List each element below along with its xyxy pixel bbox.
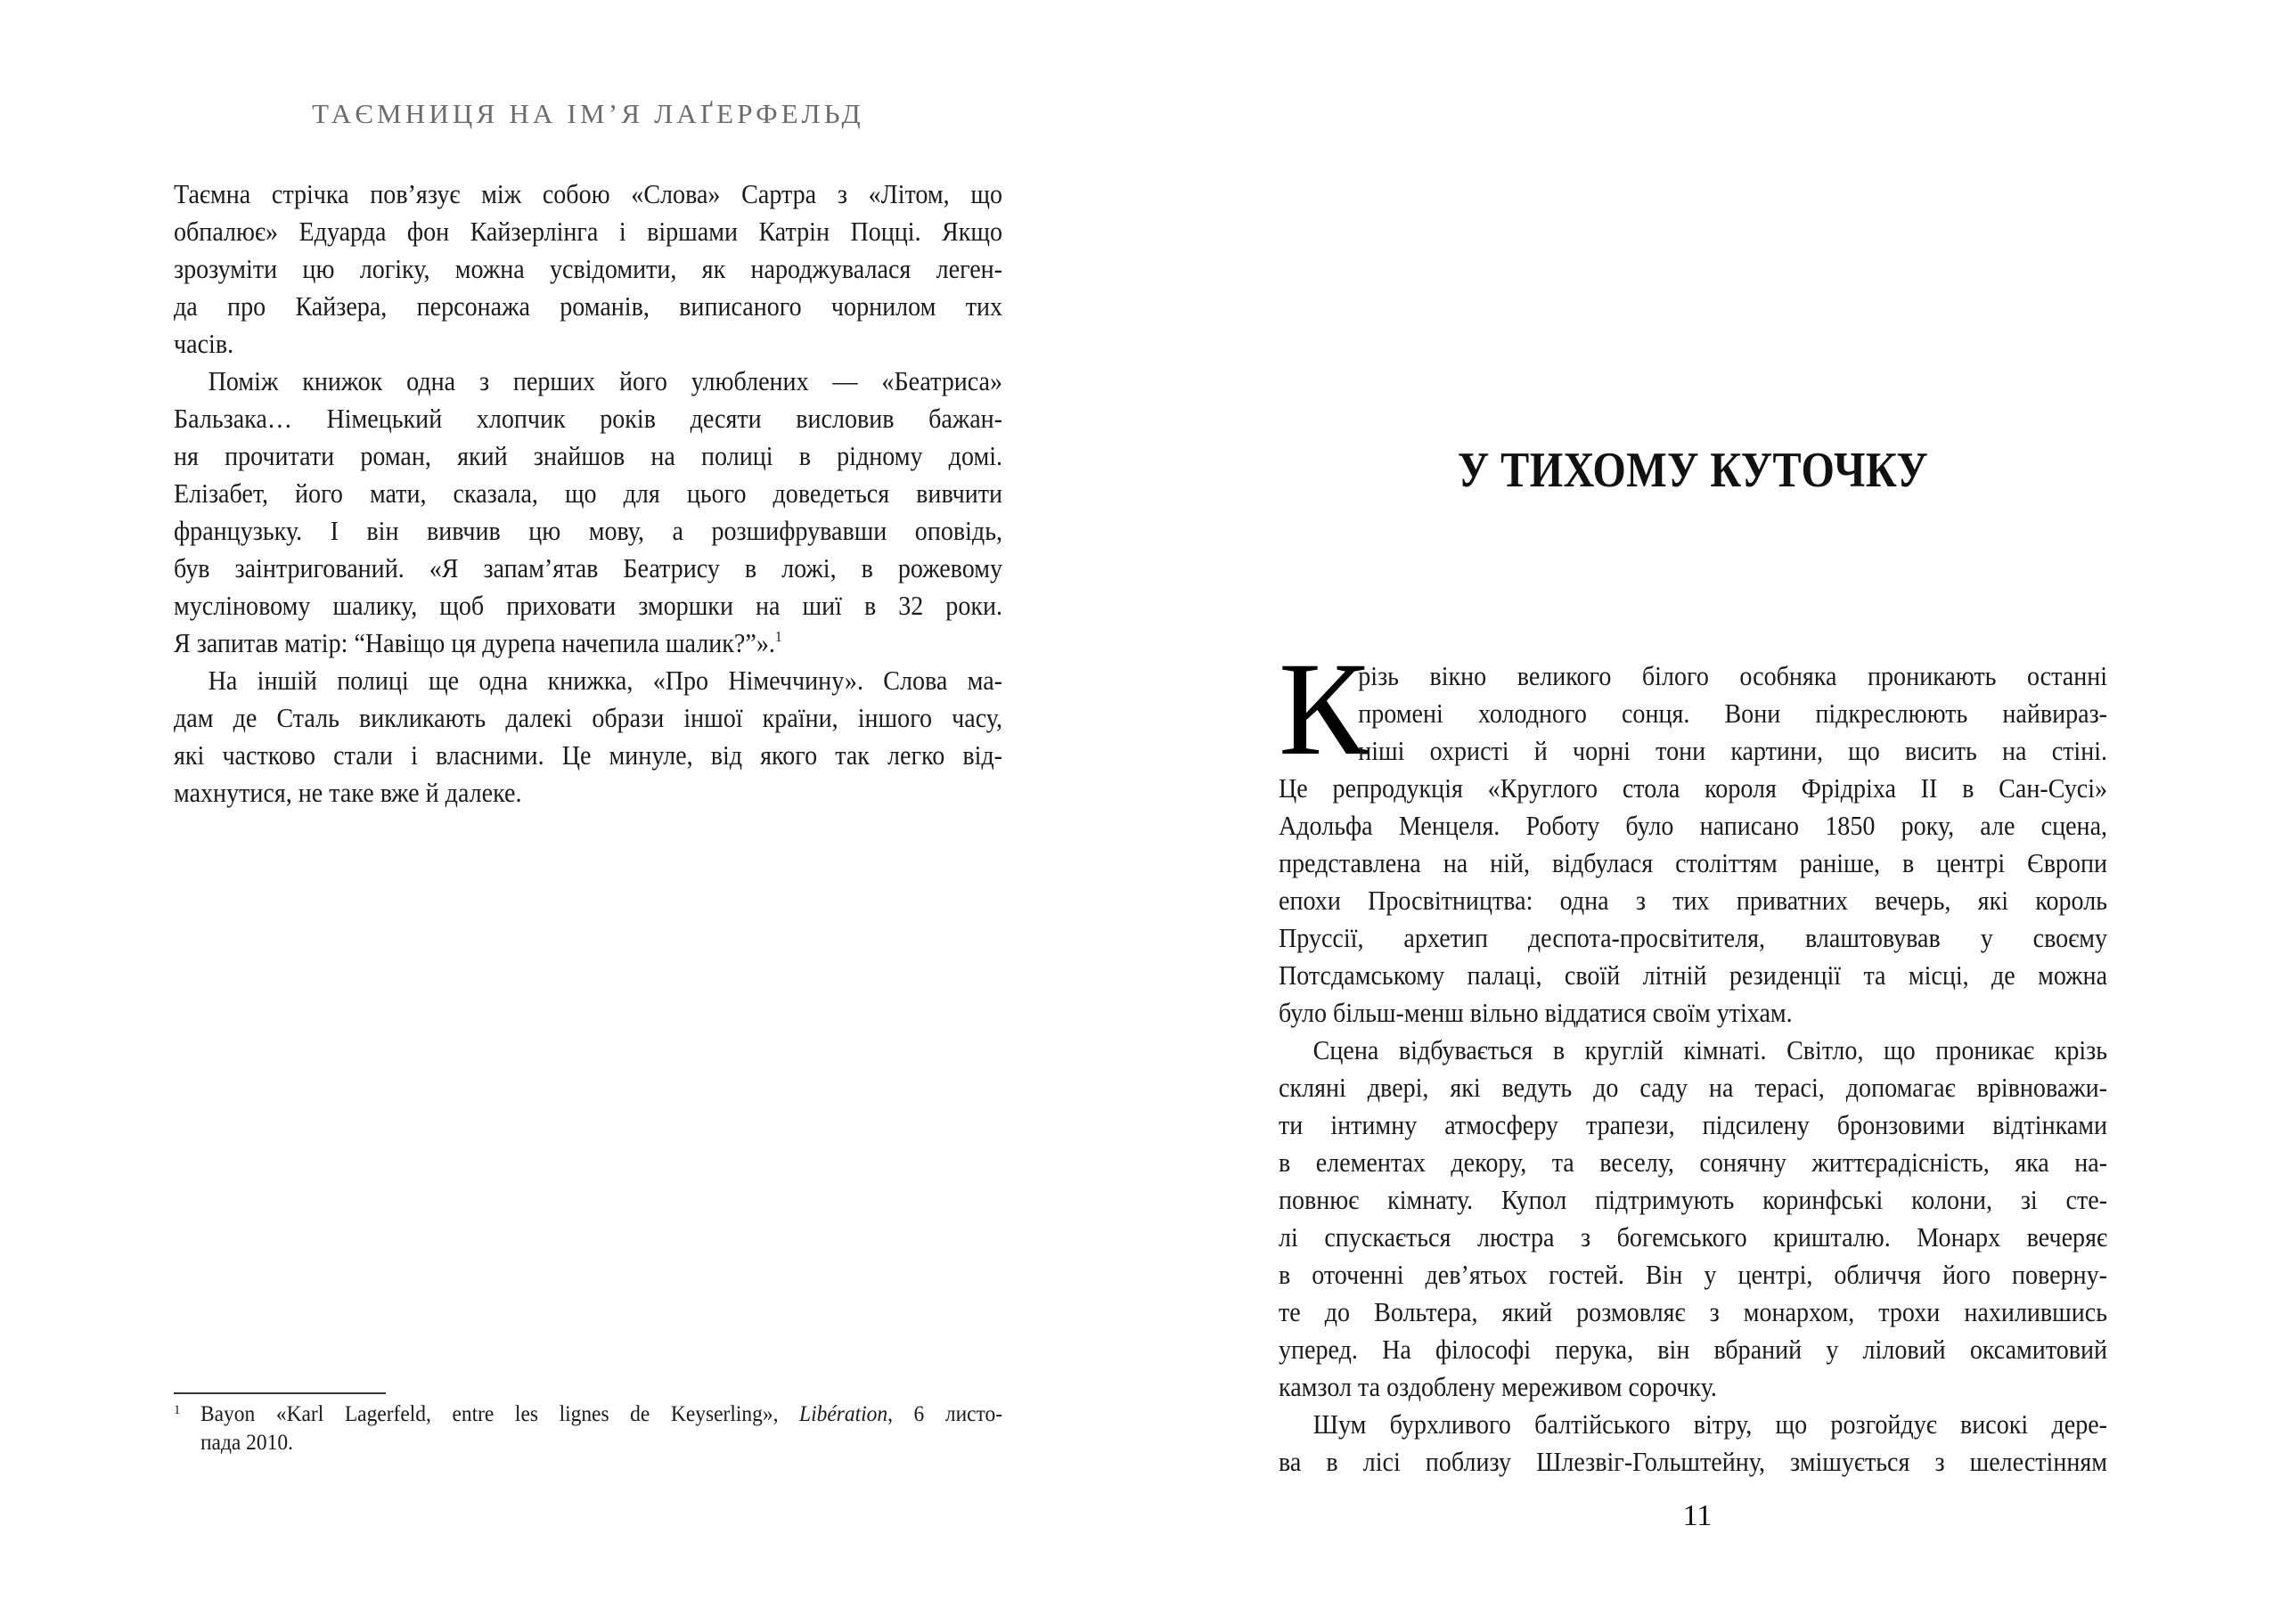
text-line-content: Я запитав матір: “Навіщо ця дурепа начепила шалик?”».: [174, 628, 775, 658]
text-line: епохи Просвітництва: одна з тих приватних вечерь, які король: [1279, 885, 2108, 916]
paragraph: [174, 175, 1002, 363]
text-line: Елізабет, його мати, сказала, що для цього доведеться вивчити: [174, 478, 1003, 509]
footnote: [174, 1400, 1002, 1457]
right-page: [1140, 0, 2281, 1624]
text-line: те до Вольтера, який розмовляє з монархом, трохи нахилившись: [1279, 1297, 2108, 1327]
text-line: в елементах декору, та веселу, сонячну життєрадісність, яка на-: [1279, 1147, 2108, 1178]
paragraph: [1279, 1032, 2107, 1406]
left-page-text: [174, 175, 1002, 812]
text-line: обпалює» Едуарда фон Кайзерлінга і віршами Катрін Поцці. Якщо: [174, 216, 1003, 247]
text-line: Поміж книжок одна з перших його улюблених — «Беатриса»: [208, 366, 1003, 396]
text-line: різь вікно великого білого особняка проникають останні: [1358, 661, 2108, 691]
text-line: Шум бурхливого балтійського вітру, що розгойдує високі дере-: [1312, 1409, 2108, 1440]
text-line: дам де Сталь викликають далекі образи іншої країни, іншого часу,: [174, 703, 1003, 733]
text-line: повнює кімнату. Купол підтримують коринфські колони, зі сте-: [1279, 1185, 2108, 1215]
footnote-citation: Bayon «Karl Lagerfeld, entre les lignes de Keyserling»,: [200, 1400, 800, 1426]
footnote-reference[interactable]: 1: [774, 628, 782, 645]
running-head: ТАЄМНИЦЯ НА ІМ’Я ЛАҐЕРФЕЛЬД: [312, 98, 864, 129]
text-line: уперед. На філософі перука, він вбраний у ліловий оксамитовий: [1279, 1334, 2108, 1365]
text-line: Це репродукція «Круглого стола короля Фрідріха II в Сан-Сусі»: [1279, 773, 2108, 804]
text-line: ти інтимну атмосферу трапези, підсилену бронзовими відтінками: [1279, 1110, 2108, 1140]
footnote-line: [200, 1400, 1002, 1428]
text-line: часів.: [174, 329, 234, 359]
text-line: ніші охристі й чорні тони картини, що висить на стіні.: [1358, 736, 2108, 766]
text-line: На іншій полиці ще одна книжка, «Про Німеччину». Слова ма-: [208, 665, 1003, 696]
paragraph: [1279, 1406, 2107, 1481]
footnote-line: пада 2010.: [200, 1429, 293, 1455]
text-line: був заінтригований. «Я запам’ятав Беатрису в ложі, в рожевому: [174, 553, 1003, 583]
paragraph: [174, 662, 1002, 812]
text-line: лі спускається люстра з богемського кришталю. Монарх вечеряє: [1279, 1222, 2108, 1253]
footnote-mark: 1: [174, 1403, 181, 1417]
text-line: було більш-менш вільно віддатися своїм утіхам.: [1279, 998, 1793, 1028]
left-page: [0, 0, 1140, 1624]
text-line: да про Кайзера, персонажа романів, виписаного чорнилом тих: [174, 291, 1003, 322]
text-line: Таємна стрічка пов’язує між собою «Слова» Сартра з «Літом, що: [174, 179, 1003, 209]
text-line: камзол та оздоблену мереживом сорочку.: [1279, 1372, 1717, 1402]
text-line: французьку. І він вивчив цю мову, а розшифрувавши оповідь,: [174, 516, 1003, 546]
footnote-date-part: , 6 листо-: [887, 1400, 1003, 1426]
text-line: зрозуміти цю логіку, можна усвідомити, як народжувалася леген-: [174, 254, 1003, 284]
right-page-text: [1279, 635, 2108, 1481]
paragraph: [174, 363, 1002, 662]
chapter-title: У ТИХОМУ КУТОЧКУ: [1457, 443, 1929, 498]
text-line: скляні двері, які ведуть до саду на терасі, допомагає врівноважи-: [1279, 1073, 2108, 1103]
text-line: промені холодного сонця. Вони підкреслюють найвираз-: [1358, 698, 2108, 729]
text-line: Адольфа Менцеля. Роботу було написано 1850 року, але сцена,: [1279, 811, 2108, 841]
text-line: ва в лісі поблизу Шлезвіг-Гольштейну, змішується з шелестінням: [1279, 1447, 2108, 1477]
text-line: Бальзака… Німецький хлопчик років десяти висловив бажан-: [174, 404, 1003, 434]
text-line: Пруссії, архетип деспота-просвітителя, влаштовував у своєму: [1279, 923, 2108, 953]
text-line: мусліновому шалику, щоб приховати зморшки на шиї в 32 роки.: [174, 591, 1003, 621]
text-line: Сцена відбувається в круглій кімнаті. Світло, що проникає крізь: [1312, 1035, 2108, 1065]
text-line: махнутися, не таке вже й далеке.: [174, 778, 522, 808]
text-line-with-footnote: [174, 624, 1002, 662]
text-line: які частково стали і власними. Це минуле, від якого так легко від-: [174, 740, 1003, 771]
footnote-text: [174, 1400, 1002, 1457]
text-line: ня прочитати роман, який знайшов на полиці в рідному домі.: [174, 441, 1003, 471]
text-line: Потсдамському палаці, своїй літній резиденції та місці, де можна: [1279, 960, 2108, 991]
footnote-separator: [174, 1392, 386, 1394]
drop-cap: К: [1279, 635, 1369, 783]
footnote-publication: Libération: [799, 1400, 888, 1426]
text-line: представлена на ній, відбулася століттям раніше, в центрі Європи: [1279, 848, 2108, 878]
paragraph: [1279, 635, 2108, 1032]
page-number: 11: [1682, 1499, 1713, 1532]
text-line: в оточенні дев’ятьох гостей. Він у центрі, обличчя його поверну-: [1279, 1260, 2108, 1290]
